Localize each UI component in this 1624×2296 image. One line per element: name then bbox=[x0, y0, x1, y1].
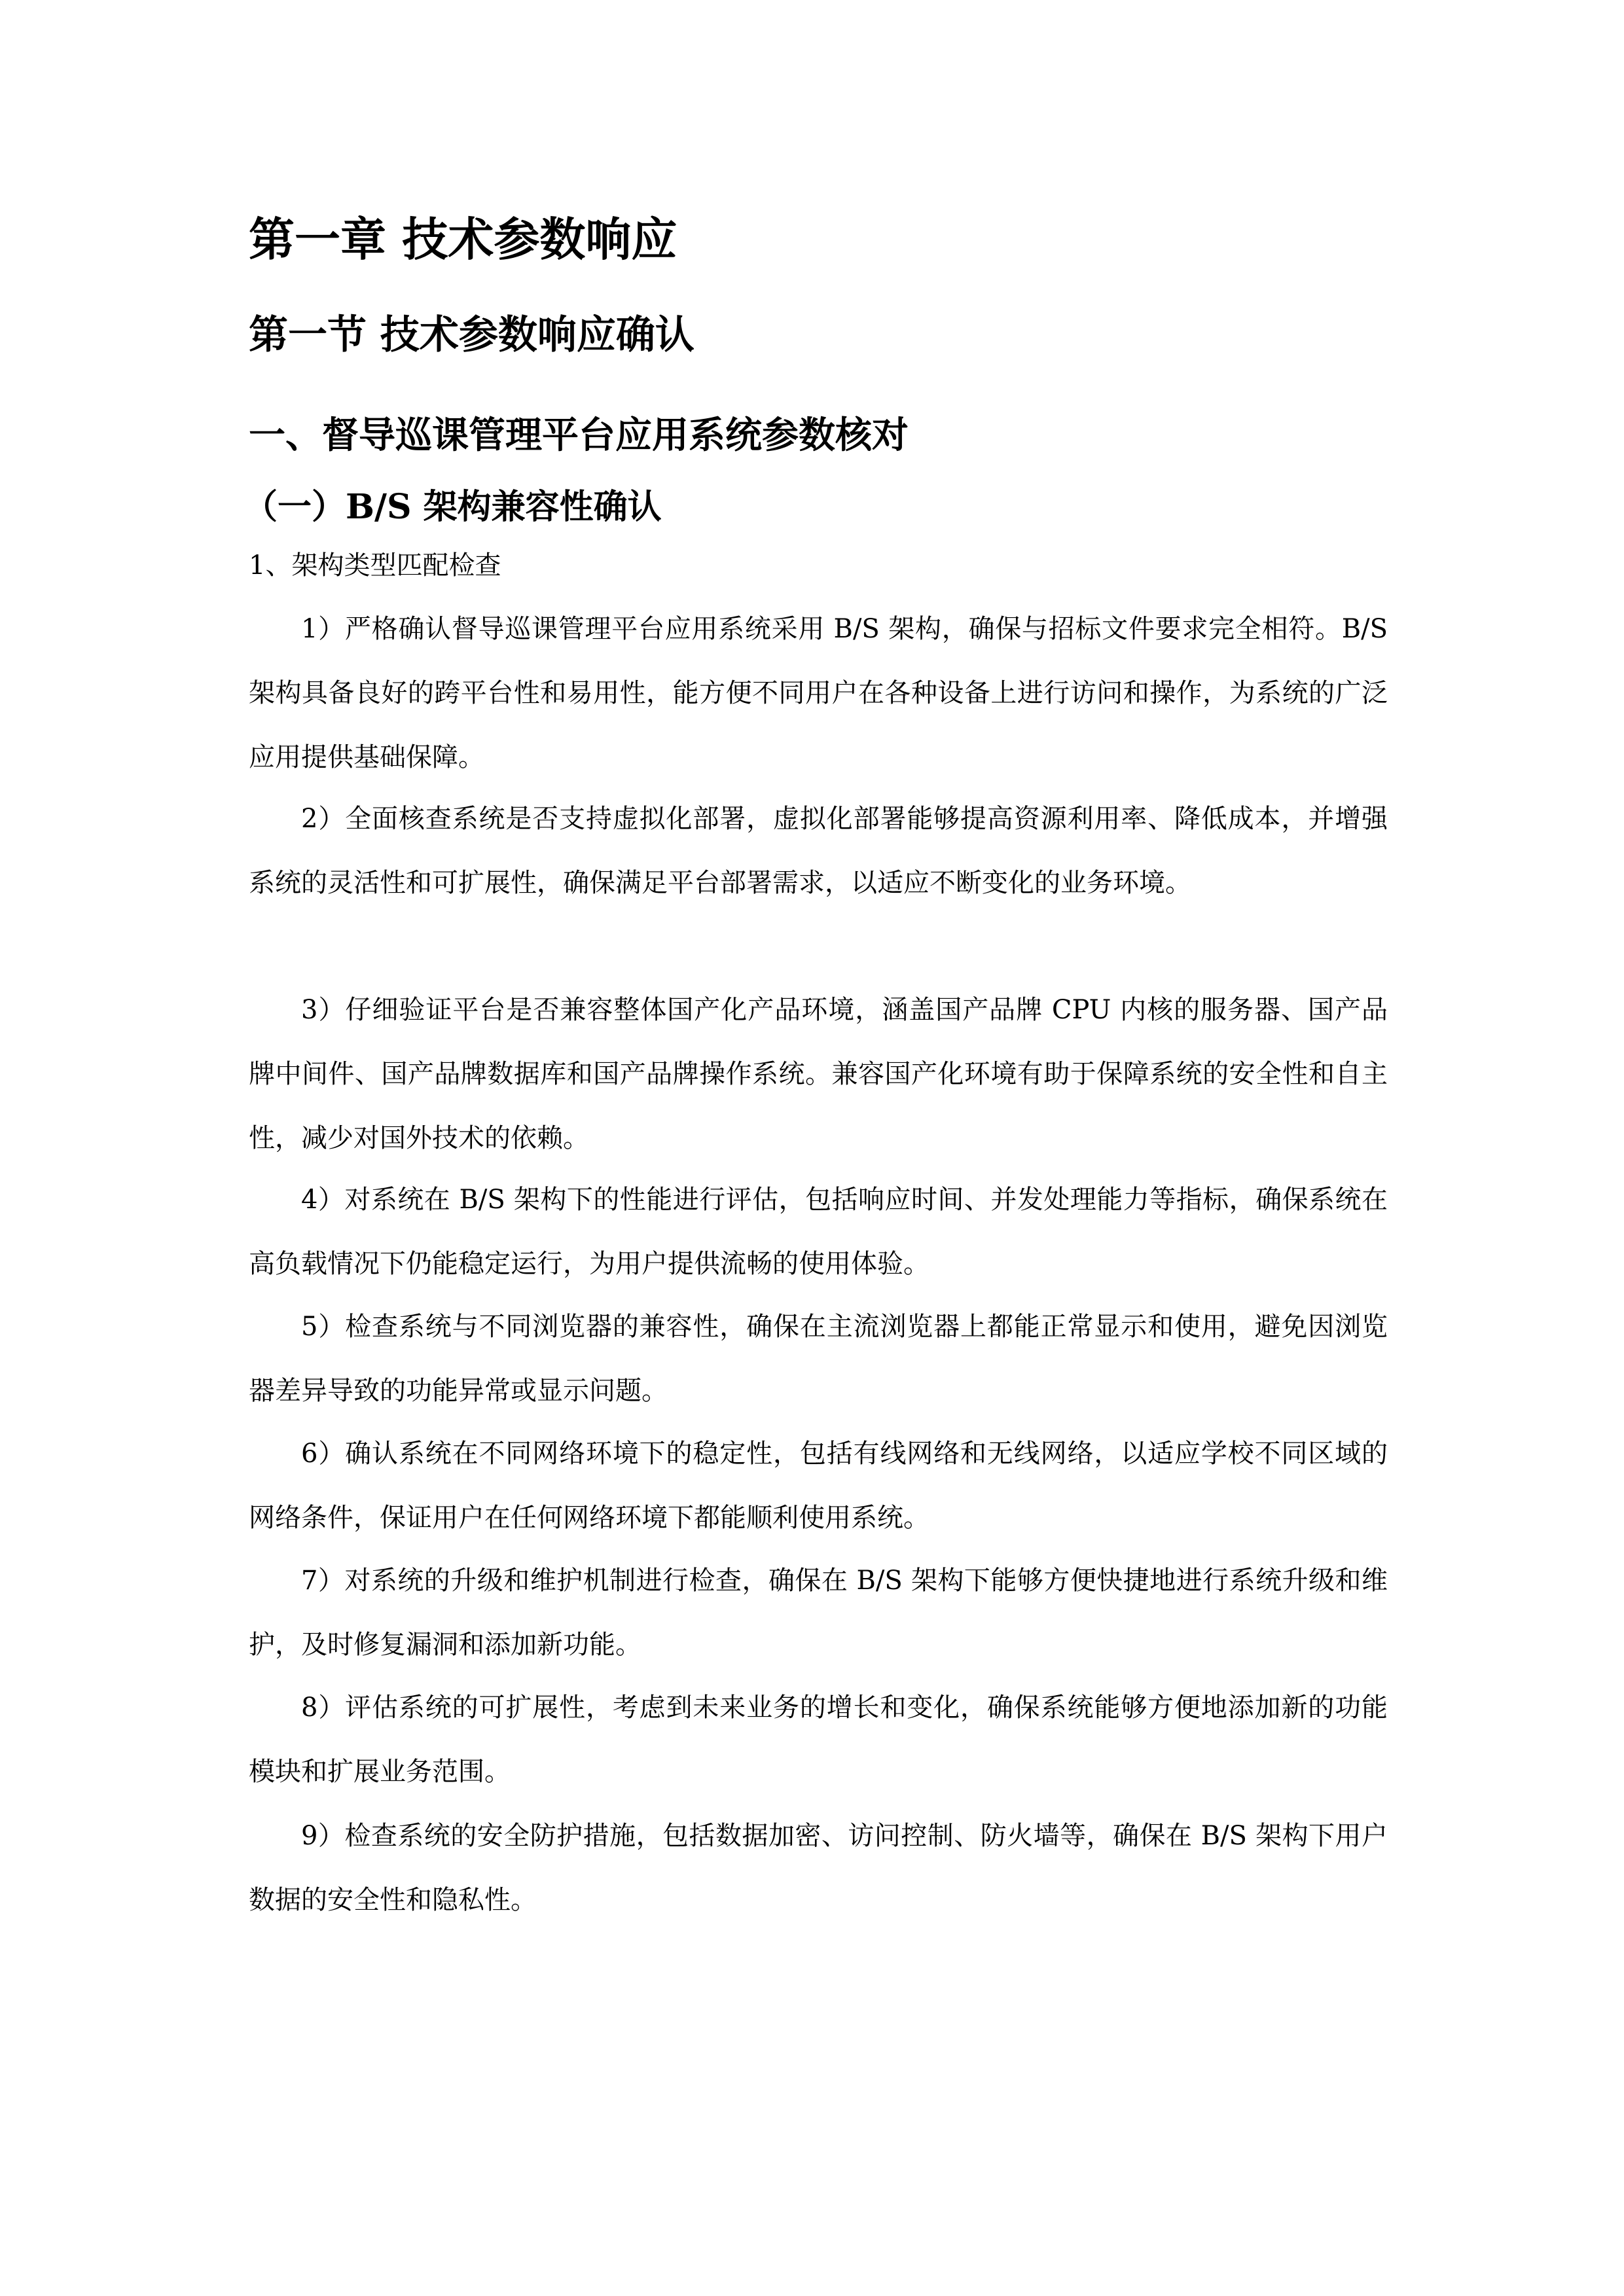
chapter-title: 第一章 技术参数响应 bbox=[249, 213, 677, 266]
section-title: 第一节 技术参数响应确认 bbox=[249, 312, 695, 358]
paragraph: 9）检查系统的安全防护措施，包括数据加密、访问控制、防火墙等，确保在 B/S 架构下用户数据的安全性和隐私性。 bbox=[249, 1821, 1388, 1915]
paragraph: 6）确认系统在不同网络环境下的稳定性，包括有线网络和无线网络，以适应学校不同区域的网络条件，保证用户在任何网络环境下都能顺利使用系统。 bbox=[249, 1439, 1388, 1533]
paragraph: 3）仔细验证平台是否兼容整体国产化产品环境，涵盖国产品牌 CPU 内核的服务器、国产品牌中间件、国产品牌数据库和国产品牌操作系统。兼容国产化环境有助于保障系统的安全性和自主性，减少对国外技术的依赖。 bbox=[249, 995, 1388, 1153]
paragraph: 8）评估系统的可扩展性，考虑到未来业务的增长和变化，确保系统能够方便地添加新的功能模块和扩展业务范围。 bbox=[249, 1693, 1388, 1787]
paragraph: 4）对系统在 B/S 架构下的性能进行评估，包括响应时间、并发处理能力等指标，确保系统在高负载情况下仍能稳定运行，为用户提供流畅的使用体验。 bbox=[249, 1185, 1388, 1279]
paragraph: 5）检查系统与不同浏览器的兼容性，确保在主流浏览器上都能正常显示和使用，避免因浏览器差异导致的功能异常或显示问题。 bbox=[249, 1312, 1388, 1406]
paragraph: 7）对系统的升级和维护机制进行检查，确保在 B/S 架构下能够方便快捷地进行系统升级和维护，及时修复漏洞和添加新功能。 bbox=[249, 1566, 1388, 1660]
subsubsection-title: （一）B/S 架构兼容性确认 bbox=[244, 487, 662, 527]
paragraph: 2）全面核查系统是否支持虚拟化部署，虚拟化部署能够提高资源利用率、降低成本，并增强系统的灵活性和可扩展性，确保满足平台部署需求，以适应不断变化的业务环境。 bbox=[249, 804, 1388, 898]
item-title: 1、架构类型匹配检查 bbox=[249, 550, 501, 581]
subsection-title: 一、督导巡课管理平台应用系统参数核对 bbox=[249, 414, 909, 457]
paragraph: 1）严格确认督导巡课管理平台应用系统采用 B/S 架构，确保与招标文件要求完全相符。B/S 架构具备良好的跨平台性和易用性，能方便不同用户在各种设备上进行访问和操作，为系统的广泛应用提供基础保障。 bbox=[249, 614, 1388, 772]
